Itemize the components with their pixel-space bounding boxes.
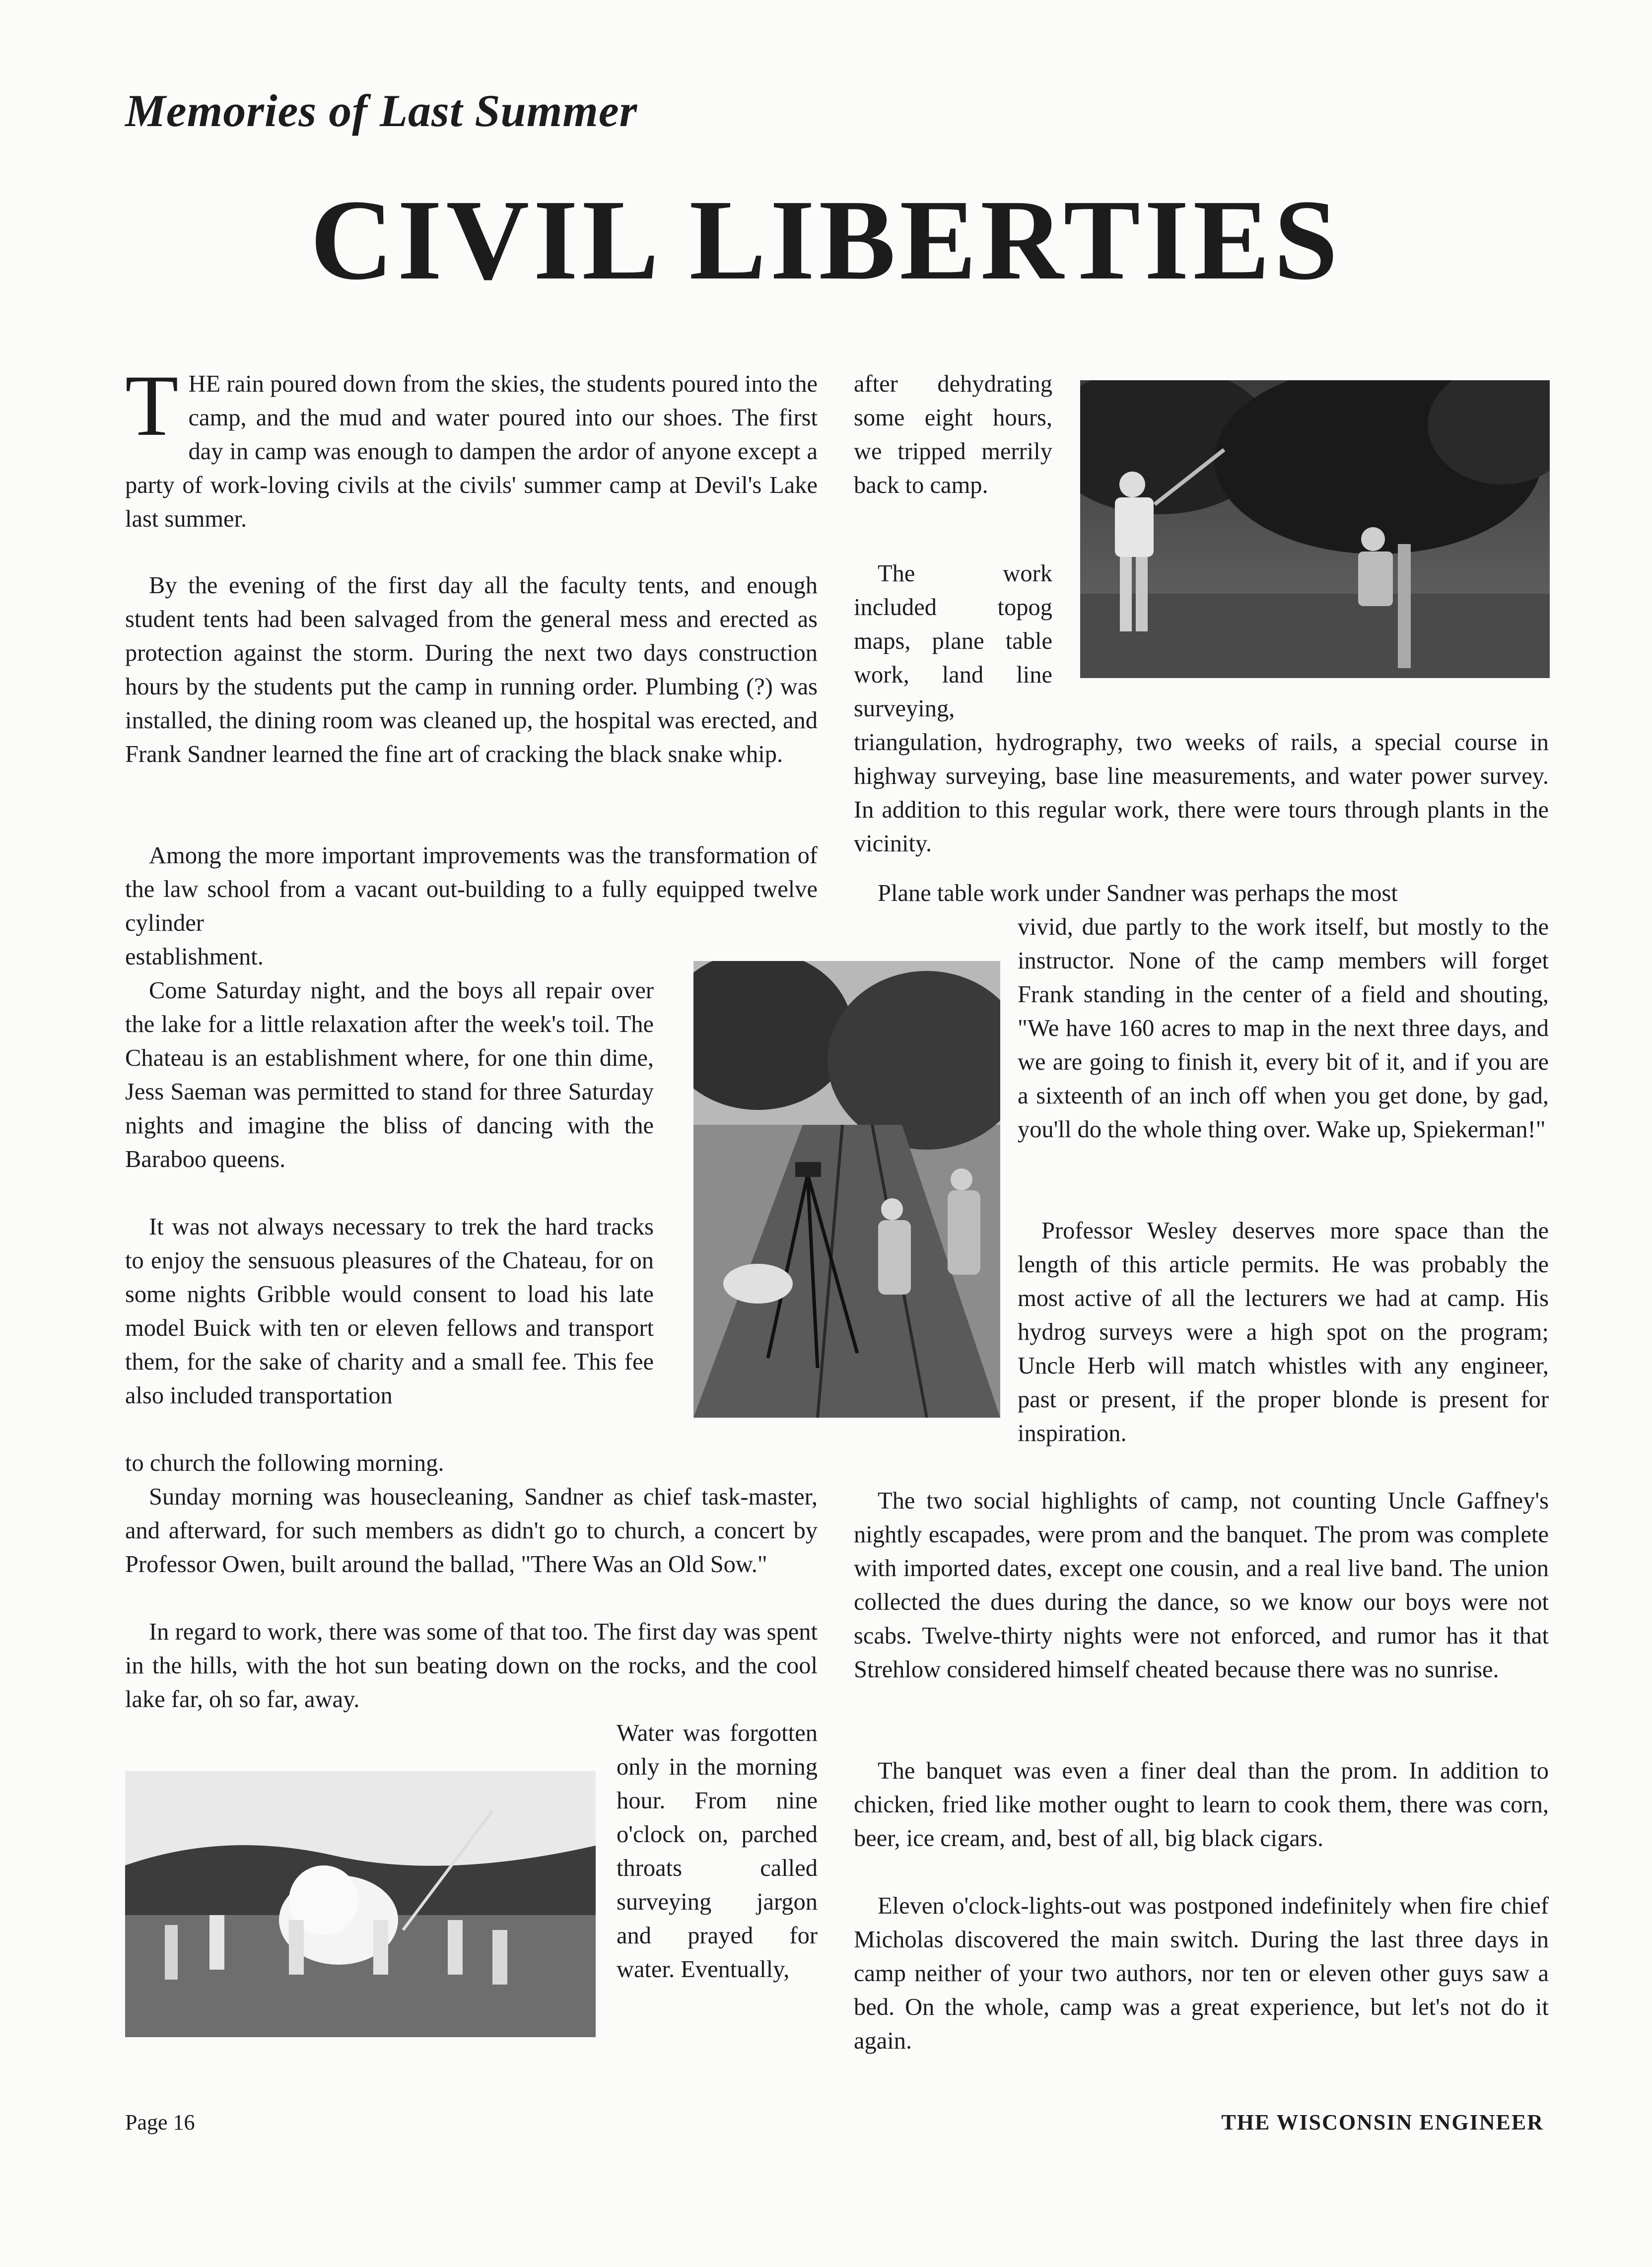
paragraph-5-part-2: to church the following morning.: [125, 1450, 444, 1476]
paragraph-8: after dehydrating some eight hours, we tripped merrily back to camp.: [854, 371, 1052, 498]
page-number: Page 16: [125, 2110, 195, 2134]
paragraph-3-part-1: Among the more important improvements was the transformation of the law school from a vacant out-building to a fully equipped twelve cylinder: [125, 842, 818, 936]
photo-surveying-instrument-tracks: [693, 961, 1000, 1418]
paragraph-3-part-2: establishment.: [125, 944, 264, 970]
paragraph-10-part-2: vivid, due partly to the work itself, but mostly to the instructor. None of the camp members will forget Frank standing in the center of a field and shouting, "We have 160 acres to map in the next three days, and we are going to finish it, every bit of it, and if you are a sixteenth of an inch off when you get done, by gad, you'll do the whole thing over. Wake up, Spiekerman!": [1018, 914, 1549, 1143]
photo-bonfire-group: [125, 1771, 596, 2037]
drop-cap: T: [125, 357, 179, 454]
photo-surveying-instrument-tracks-image: [693, 961, 1000, 1418]
article-title: CIVIL LIBERTIES: [310, 176, 1342, 304]
paragraph-11: Professor Wesley deserves more space than the length of this article permits. He was probably the most active of all the lecturers we had at camp. His hydrog surveys were a high spot on the program; Uncle Herb will match whistles with any engineer, past or present, if the proper blonde is present for inspiration.: [1018, 1218, 1549, 1446]
publication-name: THE WISCONSIN ENGINEER: [1221, 2110, 1544, 2134]
paragraph-13: The banquet was even a finer deal than the prom. In addition to chicken, fried like mother ought to learn to cook them, there was corn, beer, ice cream, and, best of all, big black cigars.: [854, 1758, 1549, 1852]
paragraph-4: Come Saturday night, and the boys all repair over the lake for a little relaxation after the week's toil. The Chateau is an establishment where, for one thin dime, Jess Saeman was permitted to stand for three Saturday nights and imagine the bliss of dancing with the Baraboo queens.: [125, 977, 654, 1172]
paragraph-14: Eleven o'clock-lights-out was postponed indefinitely when fire chief Micholas discovered the main switch. During the last three days in camp neither of your two authors, nor ten or eleven other guys saw a bed. On the whole, camp was a great experience, but let's not do it again.: [854, 1893, 1549, 2054]
paragraph-9-part-1: The work included topog maps, plane table work, land line surveying,: [854, 560, 1052, 722]
paragraph-9-part-2: triangulation, hydrography, two weeks of rails, a special course in highway surveying, base line measurements, and water power survey. In addition to this regular work, there were tours through plants in the vicinity.: [854, 729, 1549, 857]
paragraph-7: In regard to work, there was some of that too. The first day was spent in the hills, with the hot sun beating down on the rocks, and the cool lake far, oh so far, away.: [125, 1619, 818, 1713]
paragraph-1: [125, 357, 818, 536]
photo-bonfire-group-image: [125, 1771, 596, 2037]
paragraph-1-text: HE rain poured down from the skies, the students poured into the camp, and the mud and water poured into our shoes. The first day in camp was enough to dampen the ardor of anyone except a party of work-loving civils at the civils' summer camp at Devil's Lake last summer.: [125, 371, 818, 532]
kicker-heading: Memories of Last Summer: [125, 85, 638, 136]
paragraph-7-continued: Water was forgotten only in the morning hour. From nine o'clock on, parched throats called surveying jargon and prayed for water. Eventually,: [617, 1720, 818, 1983]
photo-surveyors-in-trees: [1080, 380, 1550, 678]
paragraph-12: The two social highlights of camp, not counting Uncle Gaffney's nightly escapades, were prom and the banquet. The prom was complete with imported dates, except one cousin, and a real live band. The union collected the dues during the dance, so we know our boys were not scabs. Twelve-thirty nights were not enforced, and rumor has it that Strehlow considered himself cheated because there was no sunrise.: [854, 1488, 1549, 1683]
paragraph-5-part-1: It was not always necessary to trek the hard tracks to enjoy the sensuous pleasures of the Chateau, for on some nights Gribble would consent to load his late model Buick with ten or eleven fellows and transport them, for the sake of charity and a small fee. This fee also included transportation: [125, 1214, 654, 1409]
paragraph-2: By the evening of the first day all the faculty tents, and enough student tents had been salvaged from the general mess and erected as protection against the storm. During the next two days construction hours by the students put the camp in running order. Plumbing (?) was installed, the dining room was cleaned up, the hospital was erected, and Frank Sandner learned the fine art of cracking the black snake whip.: [125, 572, 818, 767]
paragraph-10-part-1: Plane table work under Sandner was perhaps the most: [878, 880, 1398, 906]
photo-surveyors-in-trees-image: [1080, 380, 1550, 678]
paragraph-6: Sunday morning was housecleaning, Sandner as chief task-master, and afterward, for such members as didn't go to church, a concert by Professor Owen, built around the ballad, "There Was an Old Sow.": [125, 1484, 818, 1578]
